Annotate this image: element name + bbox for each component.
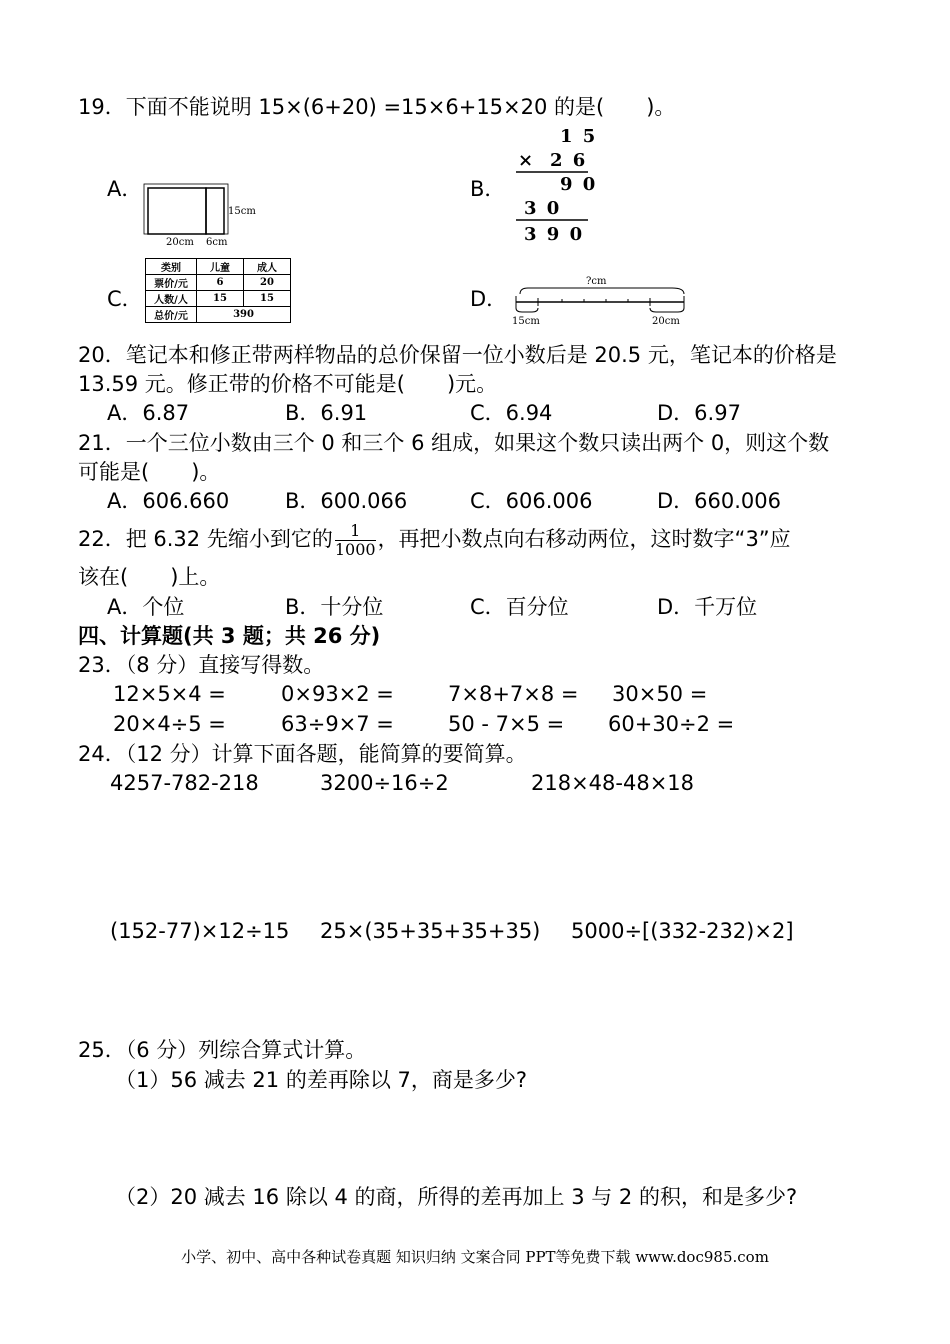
- q22-text-post: ，再把小数点向右移动两位，这时数字“3”应: [377, 527, 791, 551]
- q22-fraction: [335, 522, 376, 559]
- fig-a-width1-label: 20cm: [166, 237, 194, 248]
- q21-option-d: D．660.006: [657, 489, 782, 513]
- q25-part1: （1）56 减去 21 的差再除以 7，商是多少?: [115, 1068, 528, 1092]
- table-cell: 390: [197, 307, 291, 323]
- q20-stem-line2: 13.59 元。修正带的价格不可能是( )元。: [78, 372, 498, 396]
- q23-item: 30×50 =: [612, 682, 708, 706]
- table-cell: 15: [197, 291, 244, 307]
- q24-item: 5000÷[(332-232)×2]: [571, 919, 794, 943]
- q24-stem: 24．（12 分）计算下面各题，能简算的要简算。: [78, 742, 527, 766]
- q25-part2: （2）20 减去 16 除以 4 的商，所得的差再加上 3 与 2 的积，和是多少?: [115, 1185, 798, 1209]
- page-footer: 小学、初中、高中各种试卷真题 知识归纳 文案合同 PPT等免费下载 www.doc985.com: [181, 1248, 769, 1266]
- table-cell: 15: [244, 291, 291, 307]
- table-cell: 类别: [146, 259, 197, 275]
- q20-stem-line1: 20．笔记本和修正带两样物品的总价保留一位小数后是 20.5 元，笔记本的价格是: [78, 343, 837, 367]
- q19-figure-a-rectangle: [140, 180, 270, 250]
- q20-option-c: C．6.94: [470, 401, 553, 425]
- q23-item: 0×93×2 =: [281, 682, 394, 706]
- q22-option-d: D．千万位: [657, 595, 758, 619]
- table-header-row: [146, 259, 291, 275]
- q19-figure-d-line-segment: [508, 272, 693, 328]
- q19-option-b-label: B．: [470, 177, 506, 201]
- table-cell: 票价/元: [146, 275, 197, 291]
- q24-item: 3200÷16÷2: [320, 771, 449, 795]
- q23-item: 63÷9×7 =: [281, 712, 394, 736]
- q23-item: 12×5×4 =: [113, 682, 226, 706]
- q24-item: (152-77)×12÷15: [110, 919, 290, 943]
- q19-figure-b-vertical-multiplication: [510, 122, 600, 246]
- q19-option-a-label: A．: [107, 177, 143, 201]
- q19-option-c-label: C．: [107, 287, 143, 311]
- fig-b-row5: 3 9 0: [524, 224, 585, 245]
- q23-item: 20×4÷5 =: [113, 712, 226, 736]
- table-row: [146, 275, 291, 291]
- table-row: [146, 307, 291, 323]
- q23-item: 60+30÷2 =: [608, 712, 735, 736]
- q22-text-pre: 22．把 6.32 先缩小到它的: [78, 527, 333, 551]
- table-cell: 20: [244, 275, 291, 291]
- q19-stem: 19．下面不能说明 15×(6+20) =15×6+15×20 的是( )。: [78, 95, 676, 119]
- q24-item: 25×(35+35+35+35): [320, 919, 541, 943]
- table-cell: 人数/人: [146, 291, 197, 307]
- q20-option-a: A．6.87: [107, 401, 190, 425]
- q21-stem-line1: 21．一个三位小数由三个 0 和三个 6 组成，如果这个数只读出两个 0，则这个数: [78, 431, 830, 455]
- table-cell: 6: [197, 275, 244, 291]
- fig-d-right-label: 20cm: [652, 316, 680, 327]
- q21-option-b: B．600.066: [285, 489, 408, 513]
- table-row: [146, 291, 291, 307]
- q24-item: 4257-782-218: [110, 771, 259, 795]
- q21-option-c: C．606.006: [470, 489, 593, 513]
- q23-item: 7×8+7×8 =: [448, 682, 579, 706]
- fig-d-top-label: ?cm: [586, 276, 607, 287]
- q22-stem-line1: [78, 520, 791, 559]
- table-cell: 成人: [244, 259, 291, 275]
- q25-stem: 25．（6 分）列综合算式计算。: [78, 1038, 367, 1062]
- fraction-denominator: 1000: [334, 539, 376, 559]
- fig-b-row4: 3 0: [524, 198, 562, 219]
- q21-option-a: A．606.660: [107, 489, 230, 513]
- q20-option-b: B．6.91: [285, 401, 368, 425]
- fig-b-row2: 2 6: [550, 150, 588, 171]
- table-cell: 儿童: [197, 259, 244, 275]
- fig-b-times: ×: [518, 150, 536, 171]
- q24-item: 218×48-48×18: [531, 771, 695, 795]
- fig-b-row1: 1 5: [560, 126, 598, 147]
- fig-a-side-label: 15cm: [228, 206, 256, 217]
- q19-figure-c-table: [145, 258, 291, 323]
- q22-option-b: B．十分位: [285, 595, 384, 619]
- q23-item: 50 - 7×5 =: [448, 712, 565, 736]
- q19-option-d-label: D．: [470, 287, 508, 311]
- section-heading: 四、计算题(共 3 题；共 26 分): [78, 624, 381, 648]
- q22-option-a: A．个位: [107, 595, 185, 619]
- table-cell: 总价/元: [146, 307, 197, 323]
- q23-stem: 23．（8 分）直接写得数。: [78, 653, 325, 677]
- q22-option-c: C．百分位: [470, 595, 569, 619]
- fig-a-width2-label: 6cm: [206, 237, 228, 248]
- fig-d-left-label: 15cm: [512, 316, 540, 327]
- q20-option-d: D．6.97: [657, 401, 741, 425]
- fraction-numerator: 1: [335, 522, 376, 541]
- q22-stem-line2: 该在( )上。: [78, 565, 221, 589]
- q21-stem-line2: 可能是( )。: [78, 460, 221, 484]
- fig-b-row3: 9 0: [560, 174, 598, 195]
